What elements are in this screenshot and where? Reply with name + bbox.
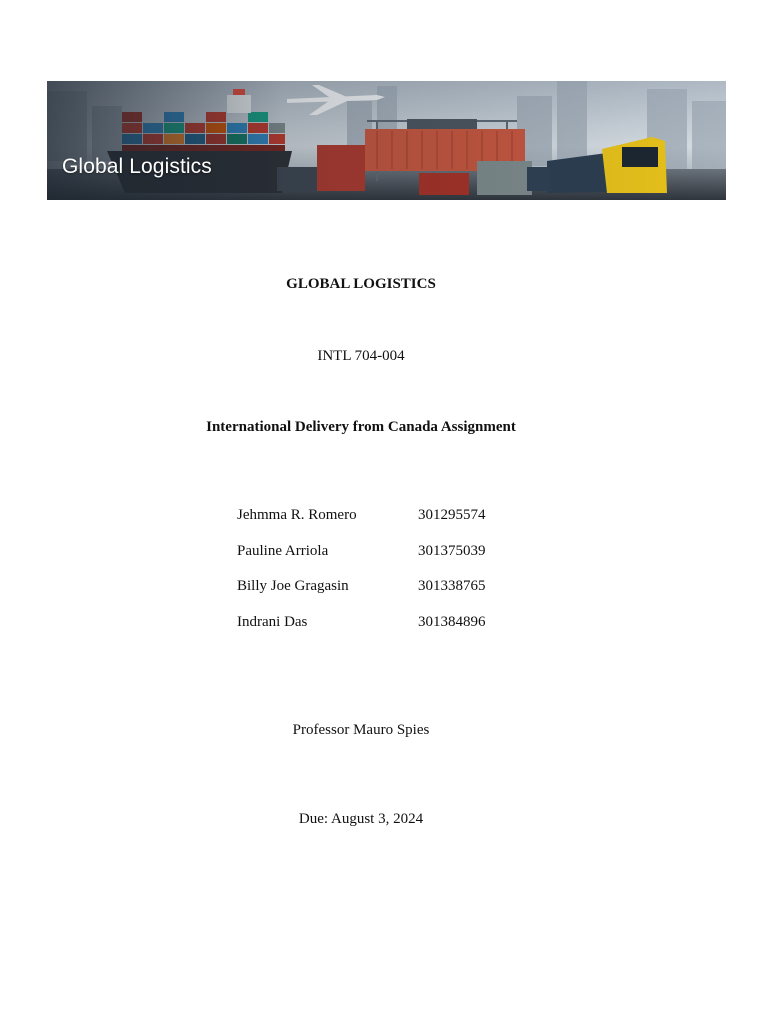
- member-id: 301375039: [418, 542, 486, 559]
- logistics-banner-image: [47, 81, 726, 200]
- banner-title: Global Logistics: [62, 155, 212, 178]
- assignment-title: International Delivery from Canada Assignment: [206, 419, 516, 435]
- document-heading: GLOBAL LOGISTICS: [286, 276, 436, 292]
- course-code: INTL 704-004: [317, 348, 405, 364]
- header-banner: [47, 81, 726, 200]
- member-name: Billy Joe Gragasin: [237, 578, 349, 594]
- member-row: [237, 543, 537, 579]
- member-name: Indrani Das: [237, 613, 308, 630]
- member-id: 301384896: [418, 613, 486, 630]
- member-id: 301338765: [418, 578, 486, 594]
- member-name: Jehmma R. Romero: [237, 507, 357, 523]
- due-date: Due: August 3, 2024: [298, 811, 424, 827]
- member-row: [237, 507, 537, 543]
- member-row: [237, 614, 537, 650]
- member-row: [237, 578, 537, 614]
- group-members-list: [237, 507, 537, 649]
- member-id: 301295574: [418, 507, 486, 523]
- member-name: Pauline Arriola: [237, 542, 329, 559]
- professor-name: Professor Mauro Spies: [292, 722, 430, 738]
